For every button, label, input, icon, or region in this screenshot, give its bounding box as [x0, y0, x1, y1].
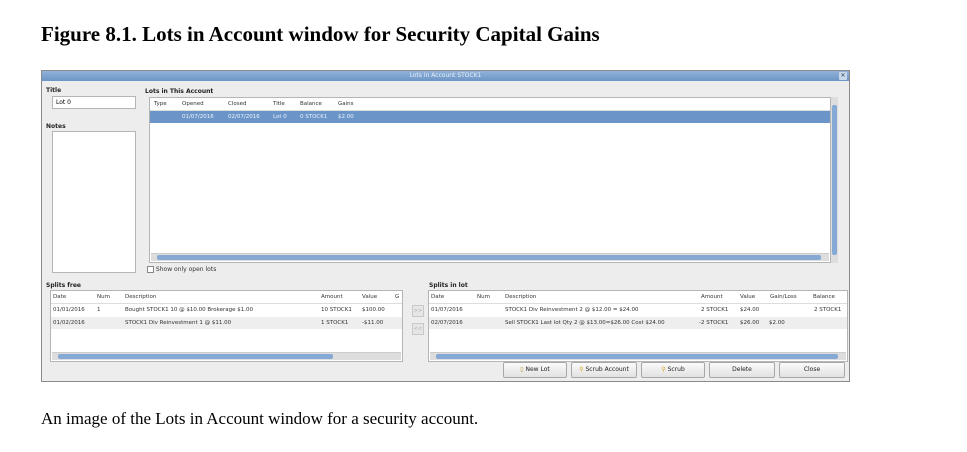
lot-gains: $2.00: [338, 114, 354, 120]
lot-balance: 0 STOCK1: [300, 114, 328, 120]
lot-closed: 02/07/2016: [228, 114, 260, 120]
new-lot-label: New Lot: [525, 366, 550, 373]
split-amount: 2 STOCK1: [701, 307, 729, 313]
split-value: -$11.00: [362, 320, 384, 326]
scrub-account-button[interactable]: [571, 362, 637, 378]
col-num[interactable]: Num: [97, 294, 110, 300]
col-description[interactable]: Description: [505, 294, 537, 300]
lots-header: [150, 98, 830, 111]
col-date[interactable]: Date: [53, 294, 67, 300]
col-balance[interactable]: Balance: [300, 101, 322, 107]
splits-lot-hscrollbar[interactable]: [430, 352, 846, 360]
lots-table: [149, 97, 831, 263]
split-date: 01/07/2016: [431, 307, 463, 313]
split-gain: $2.00: [769, 320, 785, 326]
split-value: $26.00: [740, 320, 760, 326]
split-value: $100.00: [362, 307, 385, 313]
col-title[interactable]: Title: [273, 101, 285, 107]
split-description: Sell STOCK1 Last lot Qty 2 @ $13.00=$26.00 Cost $24.00: [505, 320, 665, 326]
split-amount: 1 STOCK1: [321, 320, 349, 326]
split-lot-row[interactable]: [429, 317, 847, 329]
split-description: Bought STOCK1 10 @ $10.00 Brokerage $1.00: [125, 307, 254, 313]
split-description: STOCK1 Div Reinvestment 1 @ $11.00: [125, 320, 232, 326]
col-date[interactable]: Date: [431, 294, 445, 300]
figure-title: Figure 8.1. Lots in Account window for Security Capital Gains: [41, 22, 600, 46]
broom-icon: ⚲: [579, 366, 584, 373]
splits-free-table: [50, 290, 403, 362]
col-gain-loss[interactable]: Gain/Loss: [770, 294, 797, 300]
lot-opened: 01/07/2016: [182, 114, 214, 120]
split-description: STOCK1 Div Reinvestment 2 @ $12.00 = $24.00: [505, 307, 639, 313]
lot-row[interactable]: [150, 111, 830, 123]
lots-window: [41, 70, 850, 382]
lot-title: Lot 0: [273, 114, 287, 120]
splits-lot-header: [429, 291, 847, 304]
col-description[interactable]: Description: [125, 294, 157, 300]
col-amount[interactable]: Amount: [321, 294, 343, 300]
add-to-lot-button[interactable]: >>: [412, 305, 424, 317]
col-num[interactable]: Num: [477, 294, 490, 300]
col-type[interactable]: Type: [154, 101, 167, 107]
split-free-row[interactable]: [51, 304, 402, 316]
col-closed[interactable]: Closed: [228, 101, 247, 107]
window-title: Lots in Account STOCK1: [409, 72, 482, 79]
title-label: Title: [46, 87, 62, 94]
scrub-button[interactable]: [641, 362, 705, 378]
scrub-account-label: Scrub Account: [585, 366, 629, 373]
checkbox-icon[interactable]: [147, 266, 154, 273]
notes-label: Notes: [46, 123, 66, 130]
splits-free-hscrollbar[interactable]: [52, 352, 401, 360]
col-gains[interactable]: Gains: [338, 101, 354, 107]
splits-lot-table: [428, 290, 848, 362]
split-date: 01/01/2016: [53, 307, 85, 313]
col-amount[interactable]: Amount: [701, 294, 723, 300]
splits-lot-label: Splits in lot: [429, 282, 468, 289]
split-date: 01/02/2016: [53, 320, 85, 326]
show-open-label: Show only open lots: [155, 266, 217, 273]
remove-from-lot-button[interactable]: <<: [412, 323, 424, 335]
split-value: $24.00: [740, 307, 760, 313]
title-input[interactable]: Lot 0: [52, 96, 136, 109]
title-bar: [42, 71, 849, 81]
lots-vscrollbar[interactable]: [831, 97, 838, 263]
split-balance: 2 STOCK1: [814, 307, 842, 313]
col-opened[interactable]: Opened: [182, 101, 204, 107]
lots-label: Lots in This Account: [145, 88, 214, 95]
split-num: 1: [97, 307, 101, 313]
close-icon[interactable]: ✕: [840, 72, 846, 79]
split-amount: 10 STOCK1: [321, 307, 352, 313]
figure-caption: An image of the Lots in Account window for a security account.: [41, 409, 479, 428]
scrub-label: Scrub: [667, 366, 685, 373]
delete-button[interactable]: Delete: [709, 362, 775, 378]
col-balance[interactable]: Balance: [813, 294, 835, 300]
split-free-row[interactable]: [51, 317, 402, 329]
split-lot-row[interactable]: [429, 304, 847, 316]
col-gain[interactable]: G: [395, 294, 400, 300]
col-value[interactable]: Value: [740, 294, 756, 300]
splits-free-header: [51, 291, 402, 304]
lots-hscrollbar[interactable]: [151, 253, 829, 261]
notes-textarea[interactable]: [52, 131, 136, 273]
close-button[interactable]: Close: [779, 362, 845, 378]
new-lot-button[interactable]: [503, 362, 567, 378]
split-amount: -2 STOCK1: [699, 320, 729, 326]
col-value[interactable]: Value: [362, 294, 378, 300]
new-document-icon: ▯: [520, 366, 524, 373]
broom-icon: ⚲: [661, 366, 666, 373]
splits-free-label: Splits free: [46, 282, 81, 289]
show-open-lots-checkbox[interactable]: [147, 266, 216, 273]
split-date: 02/07/2016: [431, 320, 463, 326]
